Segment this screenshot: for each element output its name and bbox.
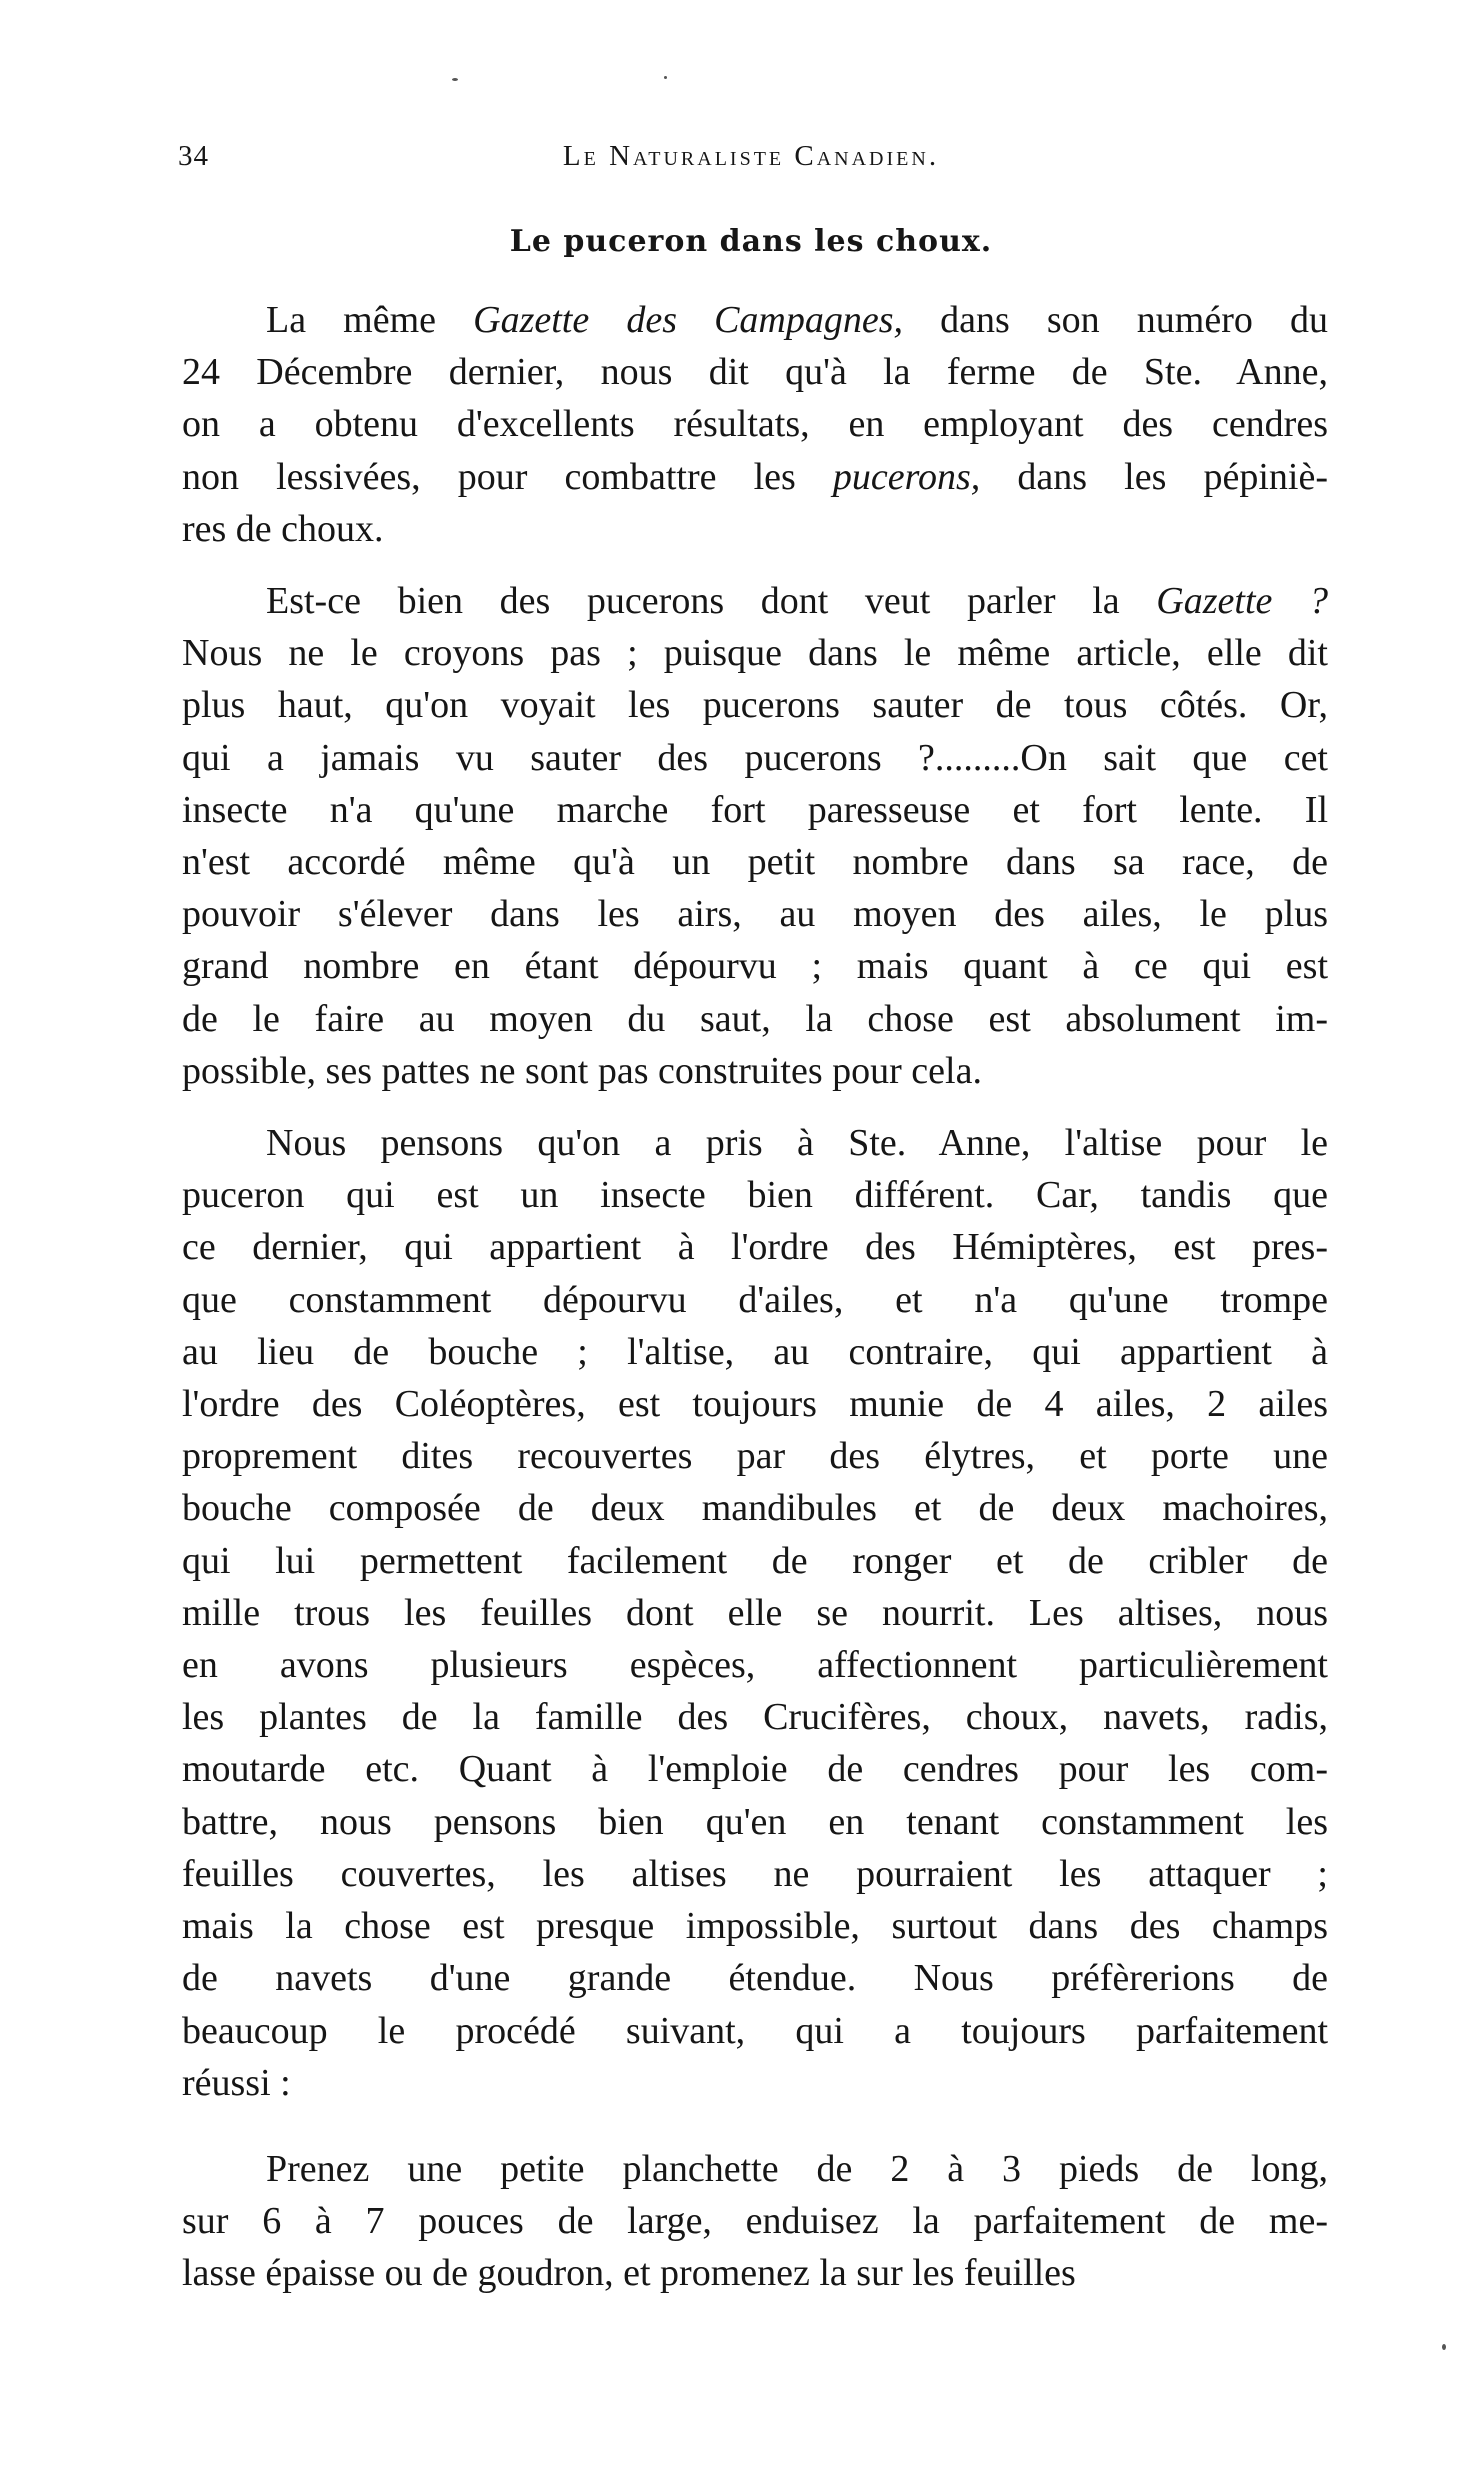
text-line — [182, 836, 1328, 888]
text-run: Prenez une petite planchette de 2 à 3 pieds de long, — [266, 2147, 1328, 2190]
article-body — [182, 294, 1328, 2300]
text-line — [182, 1169, 1328, 1221]
text-line — [182, 1117, 1328, 1169]
text-run: moutarde etc. Quant à l'emploie de cendres pour les com- — [182, 1748, 1328, 1791]
text-run: les plantes de la famille des Crucifères, choux, navets, radis, — [182, 1696, 1328, 1739]
text-run: puceron qui est un insecte bien différent. Car, tandis que — [182, 1174, 1328, 1217]
text-run: qui lui permettent facilement de ronger et de cribler de — [182, 1539, 1328, 1582]
text-line — [182, 1848, 1328, 1900]
text-run: bouche composée de deux mandibules et de deux machoires, — [182, 1487, 1328, 1530]
text-line — [182, 1221, 1328, 1273]
text-line — [182, 398, 1328, 450]
text-line — [182, 940, 1328, 992]
text-line — [182, 888, 1328, 940]
paragraph — [182, 1117, 1328, 2109]
text-line — [182, 1535, 1328, 1587]
page-number: 34 — [178, 140, 209, 172]
text-run: dans son numéro du — [903, 299, 1328, 341]
text-run: mille trous les feuilles dont elle se nourrit. Les altises, nous — [182, 1591, 1328, 1634]
article-title: Le puceron dans les choux. — [509, 224, 993, 259]
text-run: Est-ce bien des pucerons dont veut parler la — [266, 580, 1157, 623]
text-run: Nous ne le croyons pas ; puisque dans le même article, elle dit — [182, 632, 1328, 675]
text-line — [182, 732, 1328, 784]
text-run: au lieu de bouche ; l'altise, au contraire, qui appartient à — [182, 1330, 1328, 1373]
text-run: La même — [266, 299, 474, 341]
text-run: 24 Décembre dernier, nous dit qu'à la ferme de Ste. Anne, — [182, 351, 1328, 394]
text-line — [182, 1743, 1328, 1795]
text-run: res de choux. — [182, 507, 384, 550]
ink-speck — [664, 76, 667, 79]
ink-speck — [1442, 2344, 1446, 2350]
text-line — [182, 2057, 1328, 2109]
italic-text: pucerons, — [832, 455, 981, 498]
text-line — [182, 575, 1328, 627]
text-run: de navets d'une grande étendue. Nous préfèrerions de — [182, 1957, 1328, 2000]
text-run: ce dernier, qui appartient à l'ordre des Hémiptères, est pres- — [182, 1226, 1328, 1269]
text-run: feuilles couvertes, les altises ne pourraient les attaquer ; — [182, 1852, 1328, 1895]
text-run: on a obtenu d'excellents résultats, en employant des cendres — [182, 403, 1328, 446]
text-line — [182, 1378, 1328, 1430]
paragraph — [182, 2143, 1328, 2300]
text-line — [182, 1430, 1328, 1482]
text-run: l'ordre des Coléoptères, est toujours munie de 4 ailes, 2 ailes — [182, 1383, 1328, 1426]
text-line — [182, 1952, 1328, 2004]
text-run: n'est accordé même qu'à un petit nombre dans sa race, de — [182, 841, 1328, 884]
text-line — [182, 1639, 1328, 1691]
text-line — [182, 627, 1328, 679]
text-run: Nous pensons qu'on a pris à Ste. Anne, l'altise pour le — [266, 1122, 1328, 1165]
text-run: de le faire au moyen du saut, la chose est absolument im- — [182, 997, 1328, 1040]
paragraph — [182, 575, 1328, 1097]
journal-title: Le Naturaliste Canadien. — [562, 140, 940, 172]
text-run: beaucoup le procédé suivant, qui a toujours parfaitement — [182, 2009, 1328, 2052]
text-line — [182, 1691, 1328, 1743]
text-run: réussi : — [182, 2061, 291, 2104]
text-run: possible, ses pattes ne sont pas construites pour cela. — [182, 1049, 982, 1092]
text-line — [182, 1326, 1328, 1378]
text-line — [182, 346, 1328, 398]
text-run: pouvoir s'élever dans les airs, au moyen des ailes, le plus — [182, 893, 1328, 936]
text-run: proprement dites recouvertes par des élytres, et porte une — [182, 1435, 1328, 1478]
text-line — [182, 451, 1328, 503]
text-line — [182, 993, 1328, 1045]
running-header — [178, 140, 1324, 186]
text-run: lasse épaisse ou de goudron, et promenez la sur les feuilles — [182, 2252, 1076, 2295]
text-run: que constamment dépourvu d'ailes, et n'a qu'une trompe — [182, 1278, 1328, 1321]
text-run: dans les pépiniè- — [980, 455, 1328, 498]
text-line — [182, 294, 1328, 346]
text-run: insecte n'a qu'une marche fort paresseuse et fort lente. Il — [182, 788, 1328, 831]
text-line — [182, 679, 1328, 731]
paragraph — [182, 294, 1328, 555]
text-line — [182, 1900, 1328, 1952]
text-run: grand nombre en étant dépourvu ; mais quant à ce qui est — [182, 945, 1328, 988]
italic-text: Gazette des Campagnes, — [473, 299, 904, 341]
text-line — [182, 1587, 1328, 1639]
text-line — [182, 1482, 1328, 1534]
text-line — [182, 1045, 1328, 1097]
text-line — [182, 1796, 1328, 1848]
text-line — [182, 503, 1328, 555]
text-run: non lessivées, pour combattre les — [182, 455, 833, 498]
text-line — [182, 2005, 1328, 2057]
ink-speck — [452, 78, 458, 81]
text-line — [182, 2143, 1328, 2195]
italic-text: Gazette ? — [1156, 580, 1329, 623]
text-run: plus haut, qu'on voyait les pucerons sauter de tous côtés. Or, — [182, 684, 1328, 727]
text-run: sur 6 à 7 pouces de large, enduisez la parfaitement de me- — [182, 2200, 1328, 2243]
text-line — [182, 2195, 1328, 2247]
text-line — [182, 1274, 1328, 1326]
text-line — [182, 784, 1328, 836]
text-line — [182, 2247, 1328, 2299]
text-run: mais la chose est presque impossible, surtout dans des champs — [182, 1905, 1328, 1948]
text-run: qui a jamais vu sauter des pucerons ?.........On sait que cet — [182, 736, 1328, 779]
text-run: en avons plusieurs espèces, affectionnent particulièrement — [182, 1644, 1328, 1687]
text-run: battre, nous pensons bien qu'en en tenant constamment les — [182, 1800, 1328, 1843]
